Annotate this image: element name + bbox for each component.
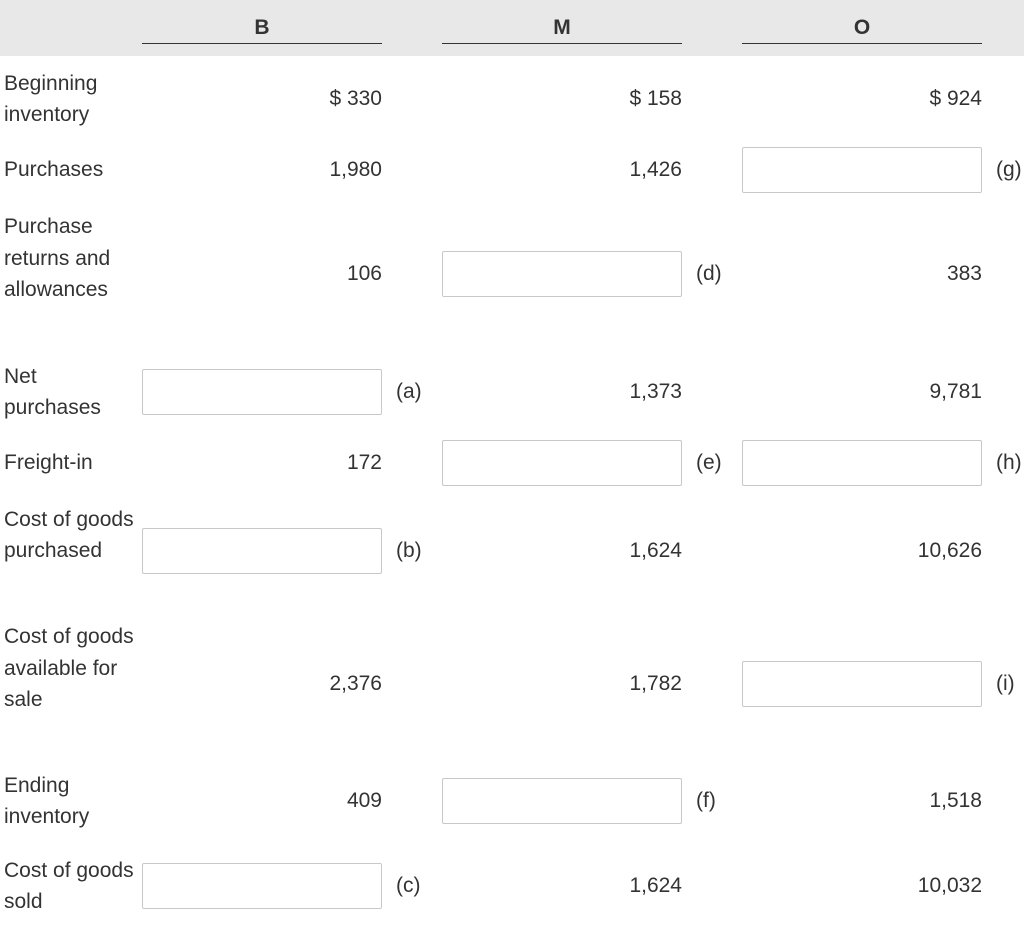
answer-tag: (e) xyxy=(696,451,722,474)
row-label: Cost of goods purchased xyxy=(4,507,134,563)
input-cell xyxy=(142,369,432,415)
value-cell xyxy=(442,76,682,122)
value-cell xyxy=(742,76,982,122)
input-cell xyxy=(442,440,732,486)
row-label: Cost of goods sold xyxy=(4,858,134,913)
answer-tag: (h) xyxy=(996,451,1022,474)
cell-value: 10,626 xyxy=(917,539,982,562)
row-label: Beginning inventory xyxy=(4,71,98,126)
value-cell xyxy=(442,369,682,415)
value-cell xyxy=(142,251,382,297)
cell-value: $ 924 xyxy=(929,87,982,110)
row-label: Purchases xyxy=(4,158,104,182)
value-cell xyxy=(442,147,682,193)
value-cell xyxy=(142,778,382,824)
cell-value: $ 158 xyxy=(629,87,682,110)
answer-input[interactable] xyxy=(742,440,982,486)
value-cell xyxy=(742,778,982,824)
column-header-b: B xyxy=(254,16,270,39)
value-cell xyxy=(742,528,982,574)
answer-tag: (a) xyxy=(396,380,422,403)
cell-value: 1,373 xyxy=(629,380,682,403)
input-cell xyxy=(742,661,1024,707)
row-label: Net purchases xyxy=(4,364,101,419)
cell-value: 1,980 xyxy=(329,158,382,181)
value-cell xyxy=(142,440,382,486)
cell-value: 1,782 xyxy=(629,672,682,695)
cell-value: 383 xyxy=(946,262,982,285)
value-cell xyxy=(142,661,382,707)
column-header-rule xyxy=(442,43,682,44)
value-cell xyxy=(442,661,682,707)
row-label: Purchase returns and allowances xyxy=(4,215,111,301)
input-cell xyxy=(442,778,732,824)
cell-value: 1,518 xyxy=(929,789,982,812)
column-header-o: O xyxy=(853,16,871,39)
cell-value: 9,781 xyxy=(929,380,982,403)
value-cell xyxy=(742,863,982,909)
answer-input[interactable] xyxy=(142,528,382,574)
answer-tag: (f) xyxy=(696,789,716,812)
cell-value: 409 xyxy=(346,789,382,812)
answer-input[interactable] xyxy=(142,863,382,909)
value-cell xyxy=(442,528,682,574)
input-cell xyxy=(142,863,432,909)
cell-value: 1,624 xyxy=(629,539,682,562)
cell-value: 106 xyxy=(346,262,382,285)
answer-input[interactable] xyxy=(442,778,682,824)
cell-value: $ 330 xyxy=(329,87,382,110)
answer-input[interactable] xyxy=(442,251,682,297)
value-cell xyxy=(442,863,682,909)
cell-value: 1,624 xyxy=(629,874,682,897)
value-cell xyxy=(142,76,382,122)
answer-input[interactable] xyxy=(442,440,682,486)
cell-value: 172 xyxy=(346,451,382,474)
value-cell xyxy=(742,251,982,297)
answer-tag: (b) xyxy=(396,539,422,562)
row-label: Freight-in xyxy=(4,451,93,475)
answer-tag: (g) xyxy=(996,158,1022,181)
answer-input[interactable] xyxy=(742,661,982,707)
input-cell xyxy=(742,147,1024,193)
answer-tag: (c) xyxy=(396,874,421,897)
answer-input[interactable] xyxy=(742,147,982,193)
column-header-rule xyxy=(742,43,982,44)
column-header-m: M xyxy=(553,16,571,39)
answer-tag: (i) xyxy=(996,672,1015,695)
answer-input[interactable] xyxy=(142,369,382,415)
value-cell xyxy=(742,369,982,415)
value-cell xyxy=(142,147,382,193)
column-header-rule xyxy=(142,43,382,44)
cell-value: 2,376 xyxy=(329,672,382,695)
row-label: Ending inventory xyxy=(4,773,90,828)
answer-tag: (d) xyxy=(696,262,722,285)
cell-value: 10,032 xyxy=(917,874,982,897)
input-cell xyxy=(142,528,432,574)
row-label: Cost of goods available for sale xyxy=(4,625,134,711)
input-cell xyxy=(442,251,732,297)
input-cell xyxy=(742,440,1024,486)
cell-value: 1,426 xyxy=(629,158,682,181)
